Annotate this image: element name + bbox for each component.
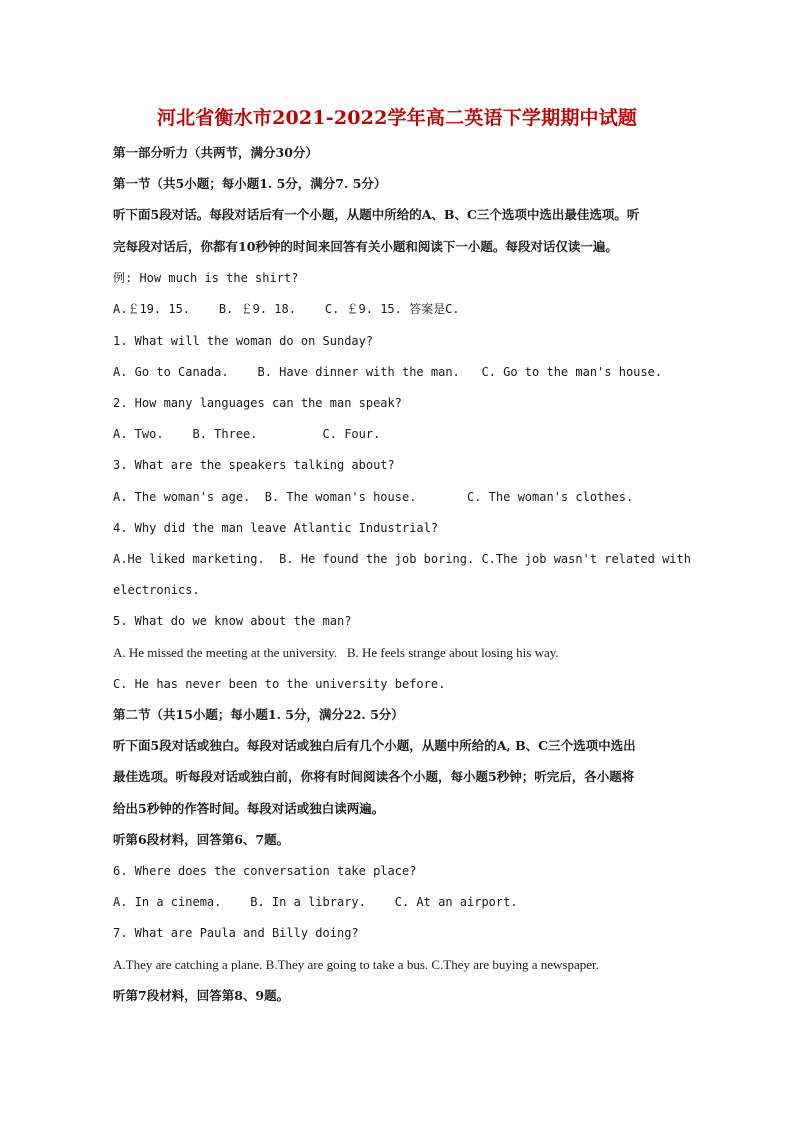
question-3-options: A. The woman's age. B. The woman's house. C. The woman's clothes. xyxy=(113,490,634,504)
question-2: 2. How many languages can the man speak? xyxy=(113,396,402,410)
section-heading-1: 第一节（共5小题；每小题1. 5分，满分7. 5分） xyxy=(113,176,387,191)
instruction-line: 听下面5段对话。每段对话后有一个小题，从题中所给的A、B、C三个选项中选出最佳选项。听 xyxy=(113,207,640,222)
question-4-options-cont: electronics. xyxy=(113,583,200,597)
document-title: 河北省衡水市2021-2022学年高二英语下学期期中试题 xyxy=(156,107,638,129)
question-1: 1. What will the woman do on Sunday? xyxy=(113,334,374,348)
question-5: 5. What do we know about the man? xyxy=(113,614,352,628)
example-options: A.￡19. 15. B. ￡9. 18. C. ￡9. 15. 答案是C. xyxy=(113,302,460,316)
material-heading-6: 听第6段材料，回答第6、7题。 xyxy=(113,832,290,847)
example-question: 例: How much is the shirt? xyxy=(113,271,299,285)
question-6-options: A. In a cinema. B. In a library. C. At an airport. xyxy=(113,895,518,909)
question-7: 7. What are Paula and Billy doing? xyxy=(113,926,359,940)
question-6: 6. Where does the conversation take place? xyxy=(113,864,417,878)
section-heading-2: 第二节（共15小题；每小题1. 5分，满分22. 5分） xyxy=(113,707,404,722)
question-7-options: A.They are catching a plane. B.They are going to take a bus. C.They are buying a newspaper. xyxy=(113,957,599,972)
instruction-line: 最佳选项。听每段对话或独白前，你将有时间阅读各个小题，每小题5秒钟；听完后，各小题将 xyxy=(113,769,635,784)
material-heading-7: 听第7段材料，回答第8、9题。 xyxy=(113,988,290,1003)
instruction-line: 完每段对话后，你都有10秒钟的时间来回答有关小题和阅读下一小题。每段对话仅读一遍。 xyxy=(113,239,618,254)
question-4: 4. Why did the man leave Atlantic Industrial? xyxy=(113,521,439,535)
question-4-options: A.He liked marketing. B. He found the job boring. C.The job wasn't related with xyxy=(113,552,691,566)
instruction-line: 听下面5段对话或独白。每段对话或独白后有几个小题，从题中所给的A, B、C三个选项中选出 xyxy=(113,738,636,753)
instruction-line: 给出5秒钟的作答时间。每段对话或独白读两遍。 xyxy=(113,801,385,816)
question-3: 3. What are the speakers talking about? xyxy=(113,458,395,472)
section-heading-part1: 第一部分听力（共两节，满分30分） xyxy=(113,145,318,160)
question-2-options: A. Two. B. Three. C. Four. xyxy=(113,427,381,441)
question-1-options: A. Go to Canada. B. Have dinner with the man. C. Go to the man's house. xyxy=(113,365,663,379)
question-5-options-cont: C. He has never been to the university before. xyxy=(113,677,446,691)
question-5-options: A. He missed the meeting at the university. B. He feels strange about losing his way. xyxy=(113,645,559,660)
